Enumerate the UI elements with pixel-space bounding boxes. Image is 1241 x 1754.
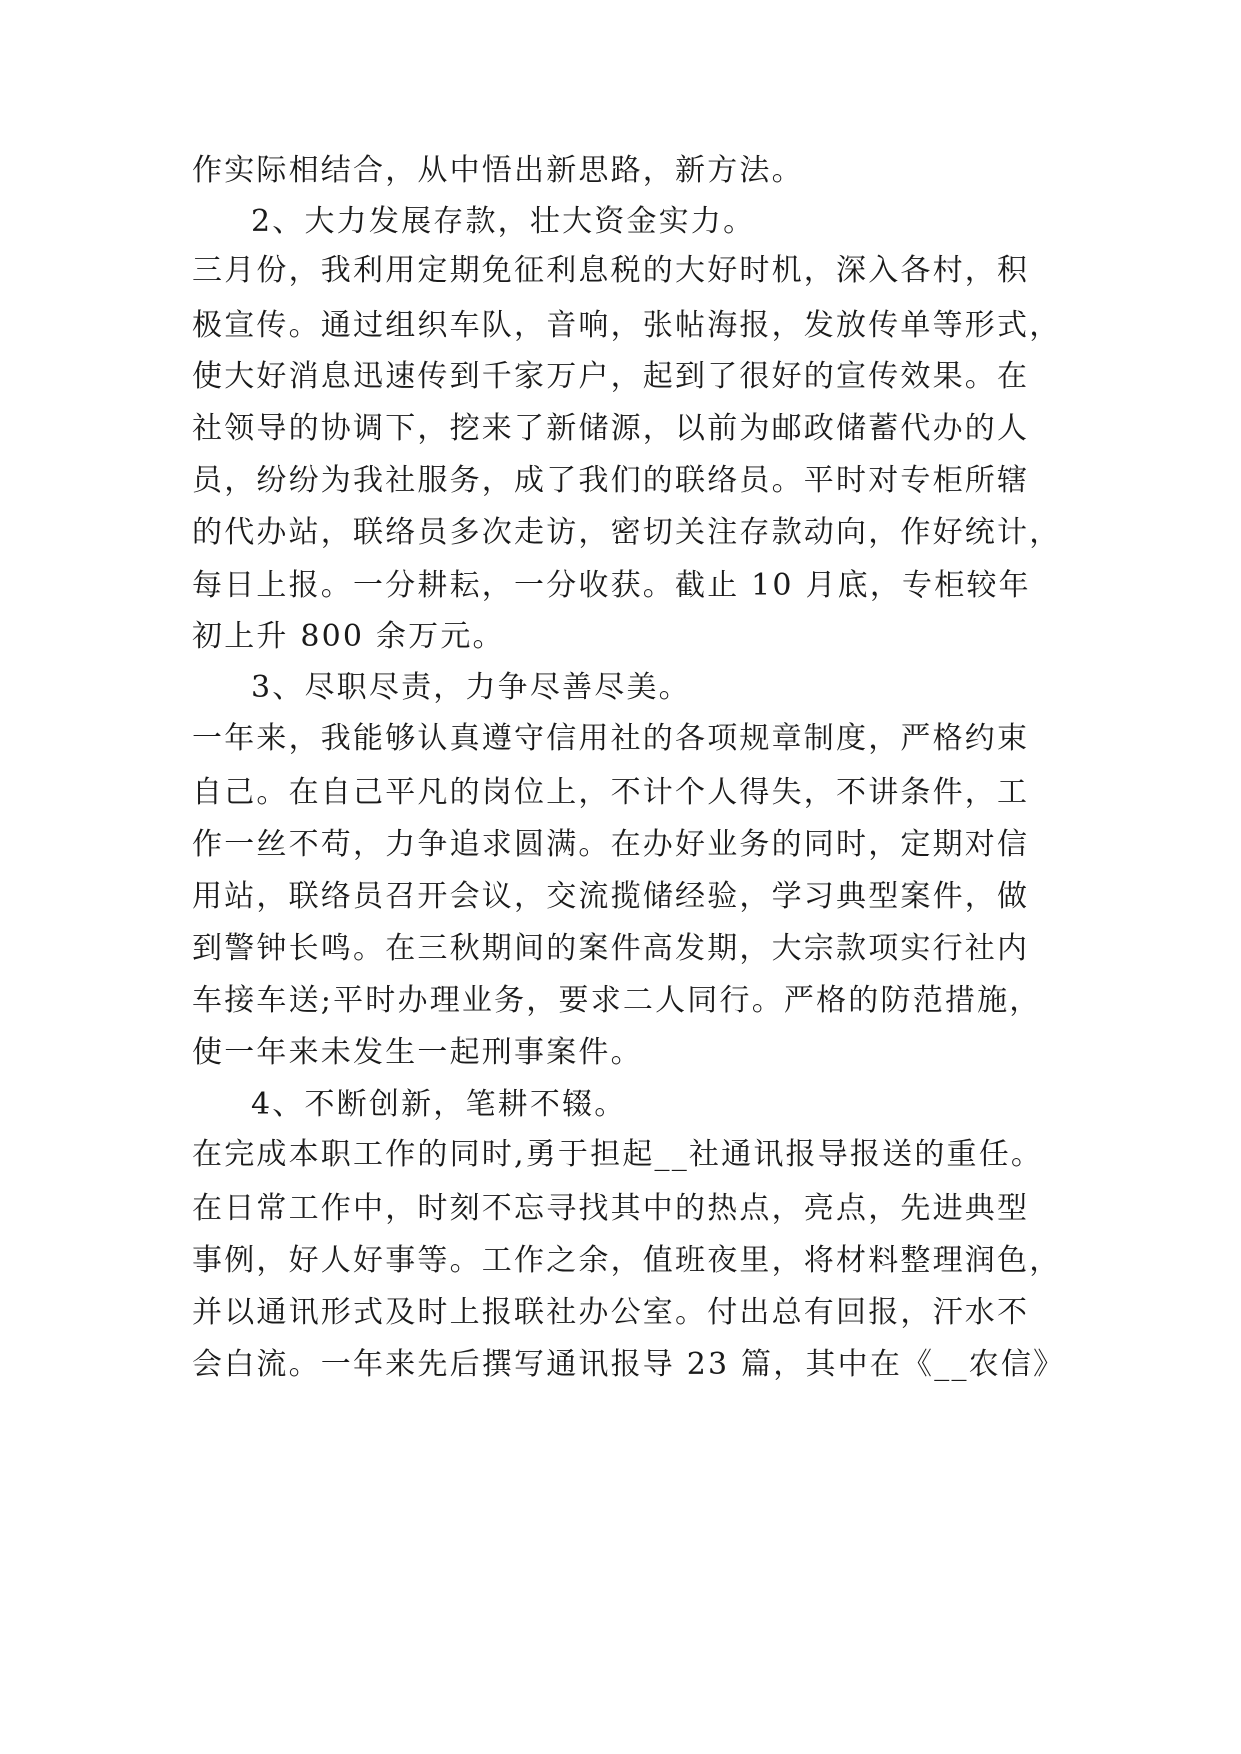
text-line: 三月份，我利用定期免征利息税的大好时机，深入各村，积: [192, 253, 1030, 288]
text-line: 的代办站，联络员多次走访，密切关注存款动向，作好统计，: [192, 515, 1062, 550]
text-line: 自己。在自己平凡的岗位上，不计个人得失，不讲条件，工: [192, 775, 1030, 810]
text-line: 初上升 800 余万元。: [192, 619, 505, 654]
section-heading: 2、大力发展存款，壮大资金实力。: [251, 204, 756, 239]
section-heading: 3、尽职尽责，力争尽善尽美。: [251, 670, 691, 705]
text-line: 到警钟长鸣。在三秋期间的案件高发期，大宗款项实行社内: [192, 931, 1030, 966]
text-line: 员，纷纷为我社服务，成了我们的联络员。平时对专柜所辖: [192, 463, 1030, 498]
text-line: 在完成本职工作的同时,勇于担起__社通讯报导报送的重任。: [192, 1137, 1044, 1172]
text-line: 作一丝不苟，力争追求圆满。在办好业务的同时，定期对信: [192, 827, 1030, 862]
text-line: 使大好消息迅速传到千家万户，起到了很好的宣传效果。在: [192, 359, 1030, 394]
text-line: 使一年来未发生一起刑事案件。: [192, 1035, 643, 1070]
text-line: 并以通讯形式及时上报联社办公室。付出总有回报，汗水不: [192, 1295, 1030, 1330]
text-line: 一年来，我能够认真遵守信用社的各项规章制度，严格约束: [192, 721, 1030, 756]
text-line: 在日常工作中，时刻不忘寻找其中的热点，亮点，先进典型: [192, 1191, 1030, 1226]
text-line: 极宣传。通过组织车队，音响，张帖海报，发放传单等形式，: [192, 308, 1062, 343]
text-line: 车接车送;平时办理业务，要求二人同行。严格的防范措施，: [192, 983, 1042, 1018]
text-line: 社领导的协调下，挖来了新储源，以前为邮政储蓄代办的人: [192, 411, 1030, 446]
text-line: 会白流。一年来先后撰写通讯报导 23 篇，其中在《__农信》: [192, 1347, 1066, 1382]
text-line: 用站，联络员召开会议，交流揽储经验，学习典型案件，做: [192, 879, 1030, 914]
section-heading: 4、不断创新，笔耕不辍。: [251, 1087, 627, 1122]
text-line: 每日上报。一分耕耘，一分收获。截止 10 月底，专柜较年: [192, 568, 1031, 603]
text-line: 作实际相结合，从中悟出新思路，新方法。: [192, 153, 804, 188]
text-line: 事例，好人好事等。工作之余，值班夜里，将材料整理润色，: [192, 1243, 1062, 1278]
